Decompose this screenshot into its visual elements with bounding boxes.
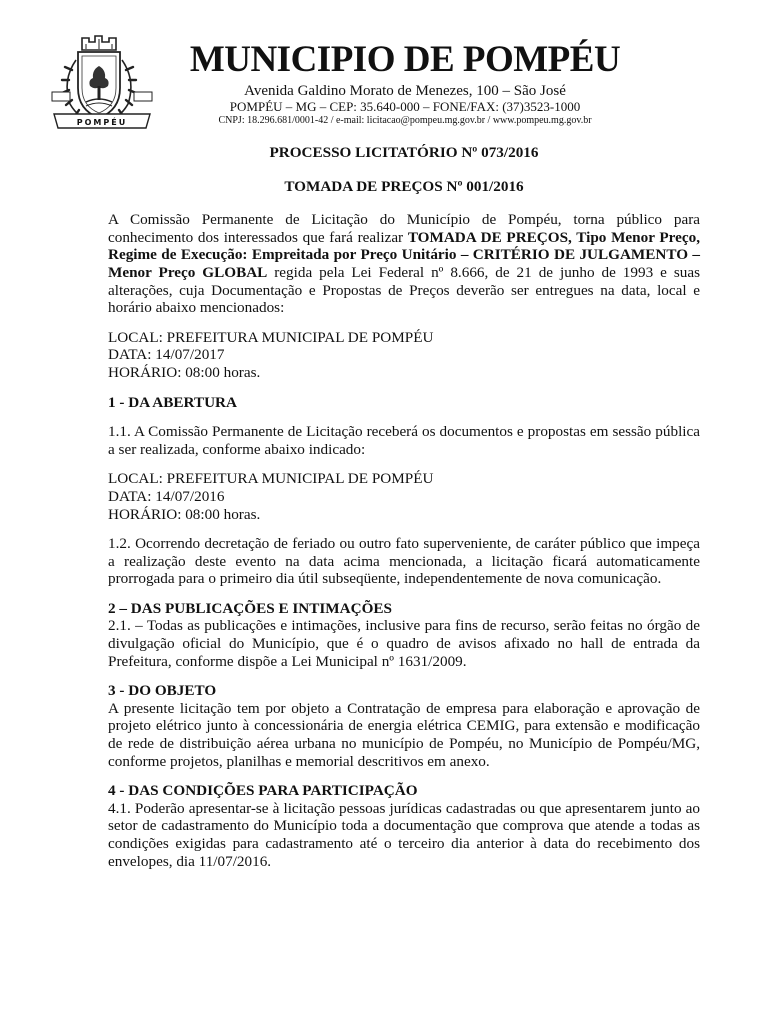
clause-1-2: 1.2. Ocorrendo decretação de feriado ou outro fato superveniente, de caráter público que impeça a realização deste evento na data acima mencionada, a licitação ficará automaticamente prorrogada para o primeiro dia útil subseqüente, independentemente de nova comunicação. xyxy=(108,535,700,588)
cnpj-contact-line: CNPJ: 18.296.681/0001-42 / e-mail: licitacao@pompeu.mg.gov.br / www.pompeu.mg.gov.br xyxy=(218,115,592,126)
section-2-title: 2 – DAS PUBLICAÇÕES E INTIMAÇÕES xyxy=(108,599,392,617)
tomada-number: TOMADA DE PREÇOS Nº 001/2016 xyxy=(284,177,524,195)
section-3-title: 3 - DO OBJETO xyxy=(108,682,217,700)
section-4-title: 4 - DAS CONDIÇÕES PARA PARTICIPAÇÃO xyxy=(108,782,418,800)
local-line: LOCAL: PREFEITURA MUNICIPAL DE POMPÉU xyxy=(108,470,434,488)
section-1-title: 1 - DA ABERTURA xyxy=(108,393,237,411)
city-phone-line: POMPÉU – MG – CEP: 35.640-000 – FONE/FAX: (37)3523-1000 xyxy=(229,99,581,114)
time-line: HORÁRIO: 08:00 horas. xyxy=(108,505,261,523)
address-line: Avenida Galdino Morato de Menezes, 100 – São José xyxy=(244,83,566,99)
document-body xyxy=(108,144,700,870)
local-line: LOCAL: PREFEITURA MUNICIPAL DE POMPÉU xyxy=(108,328,434,346)
municipal-crest-icon xyxy=(48,30,156,134)
municipality-title: MUNICIPIO DE POMPÉU xyxy=(189,39,621,80)
date-line: DATA: 14/07/2017 xyxy=(108,346,225,364)
clause-3-1: A presente licitação tem por objeto a Contratação de empresa para elaboração e aprovação de projeto elétrico junto à concessionária de energia elétrica CEMIG, para extensão e modificação de rede de distribuição aérea urbana no município de Pompéu, no Município de Pompéu/MG, conforme projetos, planilhas e memorial descritivos em anexo. xyxy=(108,699,700,770)
process-number: PROCESSO LICITATÓRIO Nº 073/2016 xyxy=(269,144,539,161)
date-line: DATA: 14/07/2016 xyxy=(108,487,225,505)
time-line: HORÁRIO: 08:00 horas. xyxy=(108,363,261,381)
svg-text:POMPÉU: POMPÉU xyxy=(76,118,128,127)
clause-4-1: 4.1. Poderão apresentar-se à licitação pessoas jurídicas cadastradas ou que apresentarem junto ao setor de cadastramento do Município toda a documentação que comprova que atende a todas as condições exigidas para cadastramento até o terceiro dia anterior à data do recebimento dos envelopes, dia 11/07/2016. xyxy=(108,799,700,870)
intro-paragraph: A Comissão Permanente de Licitação do Município de Pompéu, torna público para conhecimento dos interessados que fará realizar TOMADA DE PREÇOS, Tipo Menor Preço, Regime de Execução: Empreitada por Preço Unitário – CRITÉRIO DE JULGAMENTO – Menor Preço GLOBAL regida pela Lei Federal nº 8.666, de 21 de junho de 1993 e suas alterações, cuja Documentação e Propostas de Preços deverão ser entregues na data, local e horário abaixo mencionados: xyxy=(108,211,700,317)
clause-1-1: 1.1. A Comissão Permanente de Licitação receberá os documentos e propostas em sessão pública a ser realizada, conforme abaixo indicado: xyxy=(108,423,700,458)
clause-2-1: 2.1. – Todas as publicações e intimações, inclusive para fins de recurso, serão feitas no órgão de divulgação oficial do Município, que é o quadro de avisos afixado no hall de entrada da Prefeitura, conforme dispõe a Lei Municipal nº 1631/2009. xyxy=(108,617,700,670)
